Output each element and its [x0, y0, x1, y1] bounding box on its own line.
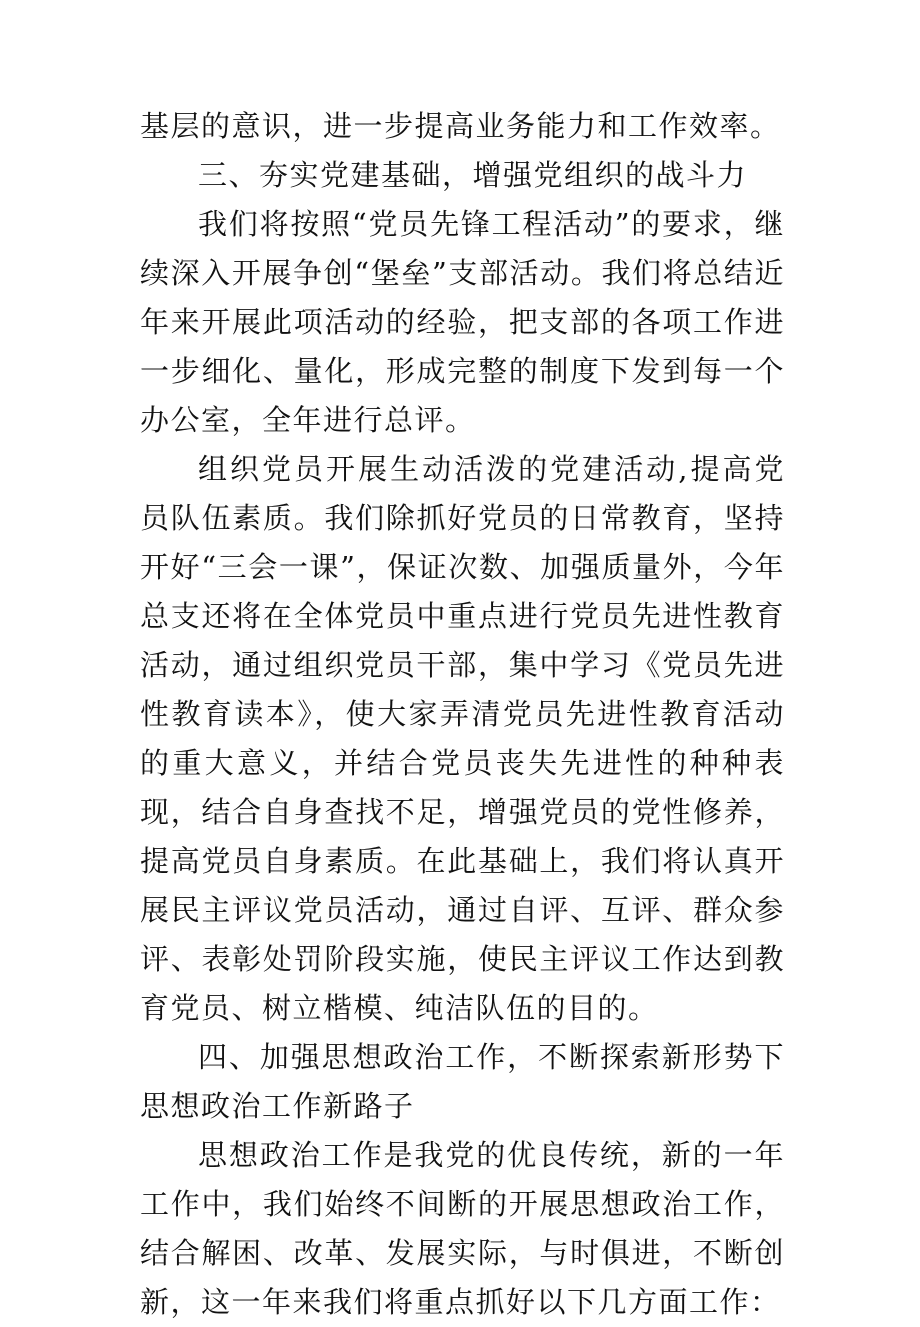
document-body: [140, 102, 785, 1327]
continuation-paragraph: 基层的意识，进一步提高业务能力和工作效率。: [140, 109, 781, 143]
body-paragraph: 思想政治工作是我党的优良传统，新的一年工作中，我们始终不间断的开展思想政治工作，结合解困、改革、发展实际，与时俱进，不断创新，这一年来我们将重点抓好以下几方面工作：: [140, 1138, 785, 1319]
section-heading-3: 三、夯实党建基础，增强党组织的战斗力: [198, 158, 748, 192]
section-heading-4: 四、加强思想政治工作，不断探索新形势下思想政治工作新路子: [140, 1040, 785, 1123]
body-paragraph: 我们将按照“党员先锋工程活动”的要求，继续深入开展争创“堡垒”支部活动。我们将总结近年来开展此项活动的经验，把支部的各项工作进一步细化、量化，形成完整的制度下发到每一个办公室，全年进行总评。: [140, 207, 785, 437]
body-paragraph: 组织党员开展生动活泼的党建活动,提高党员队伍素质。我们除抓好党员的日常教育，坚持开好“三会一课”，保证次数、加强质量外，今年总支还将在全体党员中重点进行党员先进性教育活动，通过组织党员干部，集中学习《党员先进性教育读本》，使大家弄清党员先进性教育活动的重大意义，并结合党员丧失先进性的种种表现，结合自身查找不足，增强党员的党性修养，提高党员自身素质。在此基础上，我们将认真开展民主评议党员活动，通过自评、互评、群众参评、表彰处罚阶段实施，使民主评议工作达到教育党员、树立楷模、纯洁队伍的目的。: [140, 452, 785, 1025]
